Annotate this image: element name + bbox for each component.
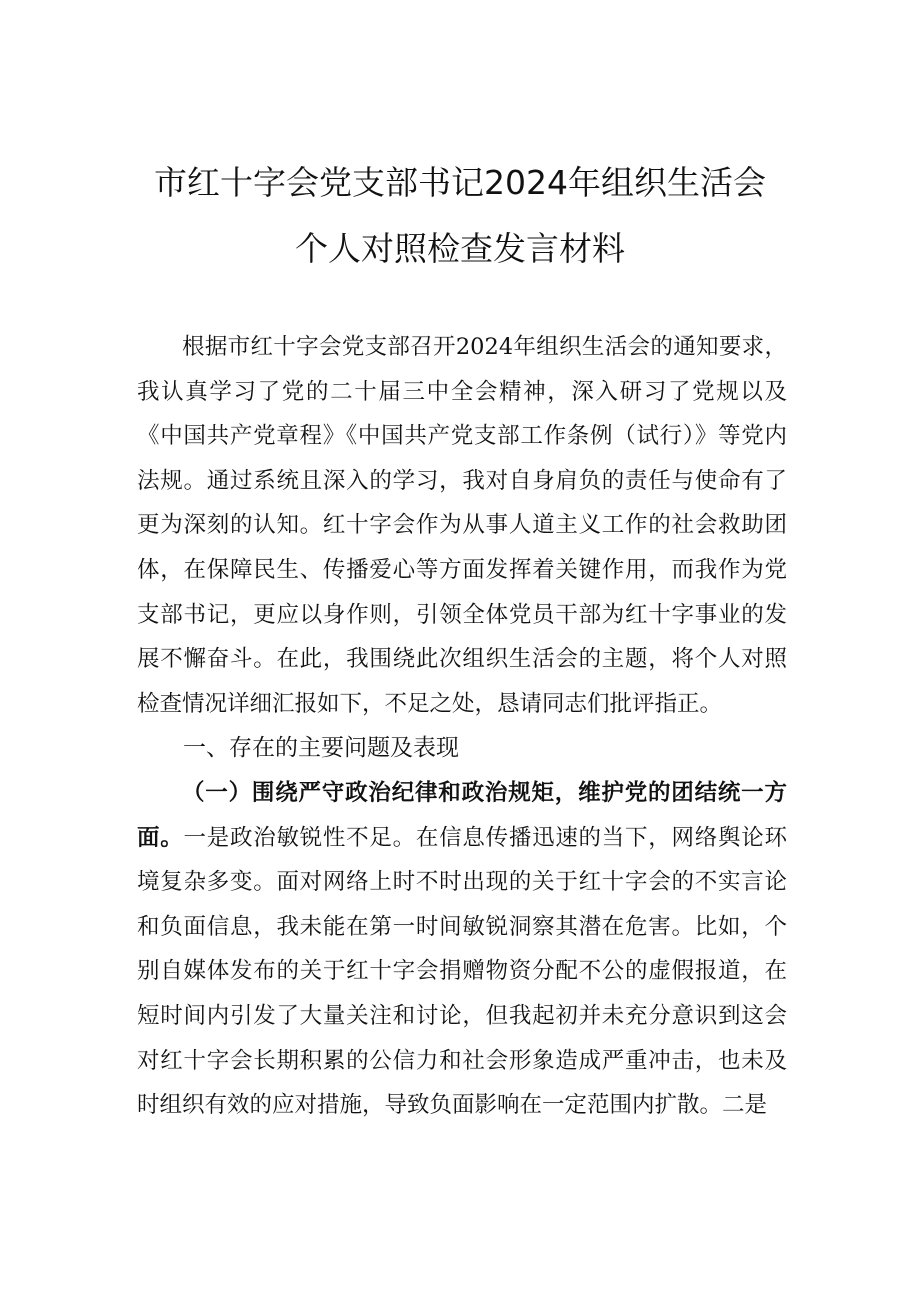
subsection-paragraph-1: [137, 771, 787, 1128]
document-body: [137, 325, 787, 1128]
document-title: [0, 150, 920, 282]
section-heading-1: 一、存在的主要问题及表现: [183, 735, 459, 762]
title-line-1: 市红十字会党支部书记2024年组织生活会: [154, 163, 766, 202]
subsection-body-1: 一是政治敏锐性不足。在信息传播迅速的当下，网络舆论环境复杂多变。面对网络上时不时出现的关于红十字会的不实言论和负面信息，我未能在第一时间敏锐洞察其潜在危害。比如，个别自媒体发布的关于红十字会捐赠物资分配不公的虚假报道，在短时间内引发了大量关注和讨论，但我起初并未充分意识到这会对红十字会长期积累的公信力和社会形象造成严重冲击，也未及时组织有效的应对措施，导致负面影响在一定范围内扩散。二是: [137, 824, 787, 1119]
title-line-2: 个人对照检查发言材料: [295, 229, 625, 268]
subsection-heading-1: （一）围绕严守政治纪律和政治规矩，维护党的团结统一方面。: [137, 779, 787, 851]
intro-paragraph: 根据市红十字会党支部召开2024年组织生活会的通知要求，我认真学习了党的二十届三中全会精神，深入研习了党规以及《中国共产党章程》《中国共产党支部工作条例（试行）》等党内法规。通过系统且深入的学习，我对自身肩负的责任与使命有了更为深刻的认知。红十字会作为从事人道主义工作的社会救助团体，在保障民生、传播爱心等方面发挥着关键作用，而我作为党支部书记，更应以身作则，引领全体党员干部为红十字事业的发展不懈奋斗。在此，我围绕此次组织生活会的主题，将个人对照检查情况详细汇报如下，不足之处，恳请同志们批评指正。: [137, 334, 787, 717]
